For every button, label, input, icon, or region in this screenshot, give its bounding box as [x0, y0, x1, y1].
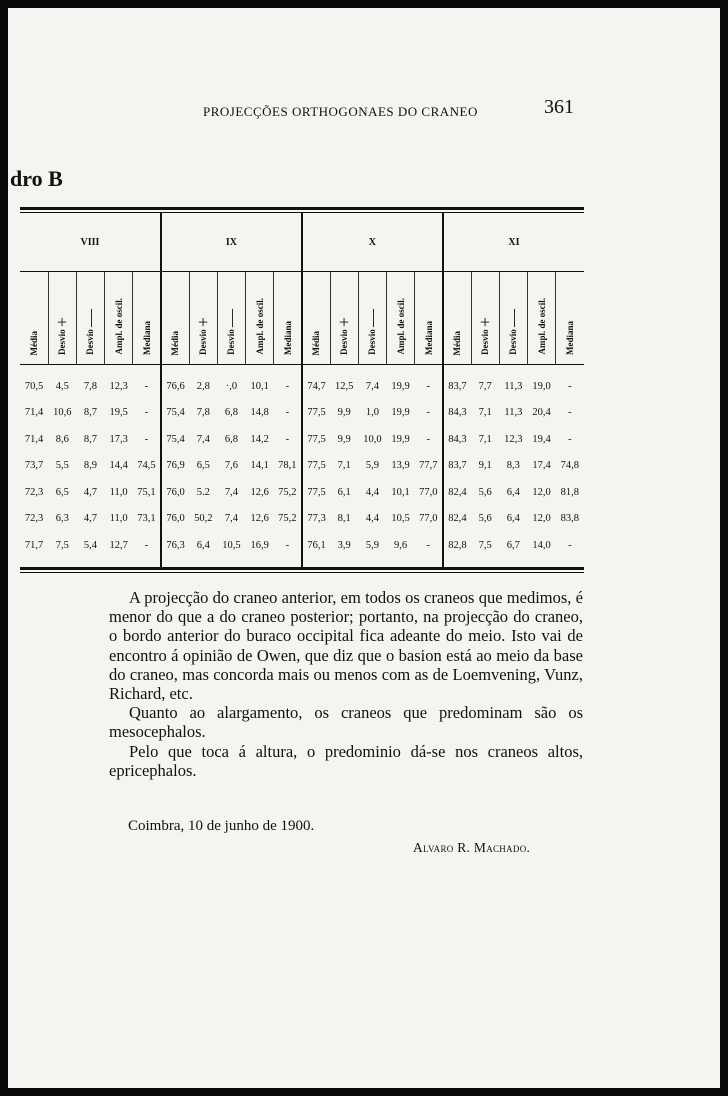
table-cell: 6,4 [196, 539, 210, 551]
page [8, 8, 720, 1088]
table-cell: - [568, 380, 572, 392]
table-cell: 12,6 [250, 486, 269, 498]
column-header-label [503, 309, 524, 355]
table-cell: 83,7 [443, 365, 471, 400]
table-row [20, 426, 584, 453]
table-cell: 16,9 [250, 539, 269, 551]
table-cell: 84,3 [443, 426, 471, 453]
column-header [246, 272, 274, 365]
table-cell: - [144, 380, 149, 392]
table-cell: 7,1 [337, 460, 351, 472]
column-header [443, 272, 471, 365]
column-header-label [424, 321, 434, 355]
table-cell: 7,8 [196, 407, 210, 419]
table-cell: 76,0 [161, 479, 189, 506]
column-header-label [565, 321, 575, 355]
table-cell: - [568, 433, 572, 445]
column-header [76, 272, 104, 365]
table-bottom-rule-thin [20, 572, 584, 573]
plus-sign: + [333, 317, 354, 328]
column-header-text: Desvio [338, 329, 349, 355]
table-cell: 6,5 [55, 486, 69, 498]
table-cell: 19,0 [532, 380, 551, 392]
table-cell: 9,6 [394, 539, 408, 551]
column-header [133, 272, 161, 365]
table-cell: 71,7 [24, 539, 44, 551]
table-cell: 82,8 [443, 532, 471, 567]
column-header [20, 272, 48, 365]
table-cell: 7,4 [224, 513, 239, 525]
table-row [20, 400, 584, 427]
minus-sign: — [361, 309, 382, 328]
table-cell: 5,6 [478, 513, 492, 525]
table-cell: 7,6 [224, 460, 239, 472]
minus-sign: — [502, 309, 523, 328]
table-cell: 12,0 [532, 486, 551, 498]
column-header-label [80, 309, 101, 355]
table-cell: 77,7 [419, 460, 438, 472]
table-cell: 20,4 [532, 407, 551, 419]
table-cell: 4,4 [365, 513, 379, 525]
column-header-label [311, 331, 321, 356]
column-header-label [362, 309, 383, 355]
column-header-text: Média [452, 330, 463, 355]
table-cell: 6,8 [224, 407, 239, 419]
table-cell: - [144, 539, 149, 551]
group-header: XI [443, 213, 584, 272]
table-cell: 14,8 [250, 407, 269, 419]
table-cell: 70,5 [24, 380, 44, 392]
table-cell: 11,0 [109, 513, 128, 525]
column-header-label [52, 317, 73, 355]
table-cell: 76,1 [302, 532, 330, 567]
column-header-label [170, 331, 180, 356]
table-row [20, 453, 584, 480]
table-bottom-rule [20, 567, 584, 570]
table-cell: 4,7 [83, 513, 98, 525]
table-cell: 77,5 [302, 400, 330, 427]
column-header [527, 272, 555, 365]
column-header-text: Mediana [565, 320, 576, 355]
table-cell: 10,5 [222, 539, 241, 551]
table-cell: 12,3 [109, 380, 128, 392]
paragraph: Pelo que toca á altura, o predominio dá-se nos craneos altos, epricephalos. [109, 741, 583, 780]
table-cell: - [426, 539, 431, 551]
table-cell: 19,4 [532, 433, 551, 445]
column-header [217, 272, 245, 365]
column-header [189, 272, 217, 365]
table-cell: 8,9 [83, 460, 98, 472]
column-header-text: Desvio [84, 329, 95, 355]
table-cell: 11,3 [504, 407, 523, 419]
table-cell: 71,4 [24, 407, 44, 419]
table-cell: - [426, 380, 431, 392]
group-header: IX [161, 213, 302, 272]
table-cell: 12,7 [109, 539, 128, 551]
table-cell: 77,0 [419, 513, 438, 525]
column-header [415, 272, 443, 365]
column-header-text: Mediana [423, 320, 434, 355]
table-cell: 10,1 [391, 486, 410, 498]
table-cell: 6,8 [224, 433, 239, 445]
table-cell: 7,8 [83, 380, 98, 392]
table-cell: 78,1 [278, 460, 297, 472]
table-cell: 74,8 [560, 460, 579, 472]
table-cell: 19,9 [391, 380, 410, 392]
table-cell: 5,9 [365, 460, 379, 472]
column-header-text: Desvio [479, 329, 490, 355]
table-cell: 14,2 [250, 433, 269, 445]
table-cell: 12,3 [504, 433, 523, 445]
column-header [471, 272, 499, 365]
column-header [499, 272, 527, 365]
column-header [302, 272, 330, 365]
column-header-text: Ampl. de oscil. [395, 298, 406, 355]
column-header-text: Desvio [56, 329, 67, 355]
table-cell: 9,9 [337, 407, 351, 419]
plus-sign: + [51, 317, 72, 328]
table-row [20, 506, 584, 533]
table-cell: 72,3 [24, 513, 44, 525]
column-header-text: Desvio [225, 329, 236, 355]
table-cell: 7,5 [478, 539, 492, 551]
column-header-text: Desvio [366, 329, 377, 355]
plus-sign: + [474, 317, 495, 328]
table-cell: 6,5 [196, 460, 210, 472]
paragraph: A projecção do craneo anterior, em todos os craneos que medimos, é menor do que a do craneo posterior; portanto, na projecção do craneo, o bordo anterior do buraco occipital fica adeante do meio. Isto vai de encontro á opinião de Owen, que diz que o basion está ao meio da base do craneo, mas concorda mais ou menos com as de Loemvening, Vunz, Richard, etc. [109, 588, 583, 704]
table-cell: 7,1 [478, 433, 492, 445]
table-cell: 8,3 [506, 460, 520, 472]
column-header-label [283, 321, 293, 355]
table-cell: 9,9 [337, 433, 351, 445]
column-header-text: Ampl. de oscil. [536, 298, 547, 355]
table-cell: 5,4 [83, 539, 98, 551]
paragraph: Quanto ao alargamento, os craneos que predominam são os mesocephalos. [109, 703, 583, 742]
table-cell: 74,5 [137, 460, 156, 472]
table-cell: 73,7 [24, 460, 44, 472]
table-cell: 1,0 [365, 407, 379, 419]
table-cell: 8,6 [55, 433, 69, 445]
table-cell: 77,5 [302, 453, 330, 480]
column-header-text: Média [311, 330, 322, 355]
table-cell: 6,4 [506, 486, 520, 498]
table-cell: 77,5 [302, 426, 330, 453]
table-title: dro B [10, 166, 63, 191]
data-table-container [20, 207, 584, 573]
table-cell: 5.2 [196, 486, 210, 498]
table-cell: 75,2 [278, 513, 297, 525]
dateline: Coimbra, 10 de junho de 1900. [128, 818, 315, 834]
column-header-text: Mediana [282, 320, 293, 355]
table-cell: 76,9 [161, 453, 189, 480]
table-cell: 10,1 [250, 380, 269, 392]
group-header: VIII [20, 213, 161, 272]
table-cell: 19,9 [391, 433, 410, 445]
column-header-label [255, 298, 265, 355]
running-title: PROJECÇÕES ORTHOGONAES DO CRANEO [203, 104, 478, 119]
table-cell: 75,1 [137, 486, 156, 498]
table-cell: 4,5 [55, 380, 69, 392]
column-header-label [114, 298, 124, 355]
table-cell: - [144, 407, 149, 419]
column-header-text: Ampl. de oscil. [113, 298, 124, 355]
table-cell: - [568, 407, 572, 419]
table-cell: - [285, 539, 290, 551]
table-cell: 5,5 [55, 460, 69, 472]
column-header [358, 272, 386, 365]
table-cell: 83,8 [560, 513, 579, 525]
table-cell: 6,4 [506, 513, 520, 525]
table-row [20, 365, 584, 400]
table-cell: 77,5 [302, 479, 330, 506]
table-cell: 14,4 [109, 460, 128, 472]
table-top-rule [20, 207, 584, 210]
data-table [20, 213, 584, 567]
table-cell: - [285, 380, 290, 392]
column-header-label [396, 298, 406, 355]
column-header-label [142, 321, 152, 355]
table-cell: 14,0 [532, 539, 551, 551]
table-cell: 84,3 [443, 400, 471, 427]
table-cell: - [144, 433, 149, 445]
column-header [48, 272, 76, 365]
table-cell: 7,4 [224, 486, 239, 498]
column-header-label [193, 317, 214, 355]
table-cell: 81,8 [560, 486, 579, 498]
table-cell: 75,4 [161, 426, 189, 453]
table-cell: 10,6 [53, 407, 72, 419]
column-header-label [452, 331, 462, 356]
table-cell: 7,4 [196, 433, 210, 445]
table-cell: 72,3 [24, 486, 44, 498]
table-cell: 82,4 [443, 506, 471, 533]
group-header: X [302, 213, 443, 272]
column-header-label [537, 298, 547, 355]
table-cell: 77,3 [302, 506, 330, 533]
table-cell: 14,1 [250, 460, 269, 472]
table-cell: 7,5 [55, 539, 69, 551]
table-cell: 76,0 [161, 506, 189, 533]
table-cell: 3,9 [337, 539, 351, 551]
table-cell: 10,5 [391, 513, 410, 525]
column-header [556, 272, 584, 365]
table-row [20, 479, 584, 506]
table-cell: 10,0 [363, 433, 382, 445]
table-cell: - [426, 433, 431, 445]
table-cell: 7,1 [478, 407, 492, 419]
table-cell: 74,7 [302, 365, 330, 400]
table-cell: - [426, 407, 431, 419]
table-cell: 83,7 [443, 453, 471, 480]
table-cell: 8,1 [337, 513, 351, 525]
table-cell: ·,0 [225, 380, 238, 392]
column-header-label [221, 309, 242, 355]
table-cell: 12,6 [250, 513, 269, 525]
table-cell: 5,9 [365, 539, 379, 551]
table-cell: 19,9 [391, 407, 410, 419]
column-header-label [334, 317, 355, 355]
table-cell: 7,4 [365, 380, 379, 392]
table-cell: 73,1 [137, 513, 156, 525]
table-cell: 82,4 [443, 479, 471, 506]
page-number: 361 [544, 96, 574, 118]
table-cell: 50,2 [194, 513, 213, 525]
author-signature: Alvaro R. Machado. [413, 840, 531, 855]
column-header-text: Média [170, 330, 181, 355]
table-cell: 5,6 [478, 486, 492, 498]
column-header-text: Desvio [507, 329, 518, 355]
table-cell: 9,1 [478, 460, 492, 472]
column-header-label [29, 331, 39, 356]
table-cell: 6,1 [337, 486, 351, 498]
column-header-text: Ampl. de oscil. [254, 298, 265, 355]
plus-sign: + [192, 317, 213, 328]
table-cell: - [285, 433, 290, 445]
table-cell: 8,7 [83, 407, 98, 419]
table-cell: 11,0 [109, 486, 128, 498]
table-cell: 76,6 [161, 365, 189, 400]
column-header [274, 272, 302, 365]
table-cell: 12,0 [532, 513, 551, 525]
minus-sign: — [220, 309, 241, 328]
table-cell: 6,7 [506, 539, 520, 551]
column-header [161, 272, 189, 365]
table-cell: 17,4 [532, 460, 551, 472]
table-cell: 4,7 [83, 486, 98, 498]
table-cell: 71,4 [24, 433, 44, 445]
table-cell: 13,9 [391, 460, 410, 472]
table-cell: 4,4 [365, 486, 379, 498]
column-header [105, 272, 133, 365]
column-header-text: Média [28, 330, 39, 355]
table-cell: 11,3 [504, 380, 523, 392]
body-text [109, 588, 583, 780]
minus-sign: — [79, 309, 100, 328]
table-cell: 7,7 [478, 380, 492, 392]
table-cell: 75,4 [161, 400, 189, 427]
table-cell: 75,2 [278, 486, 297, 498]
table-cell: - [285, 407, 290, 419]
table-cell: - [568, 539, 572, 551]
table-cell: 77,0 [419, 486, 438, 498]
column-header [387, 272, 415, 365]
column-header-text: Mediana [141, 320, 152, 355]
table-cell: 12,5 [335, 380, 354, 392]
table-cell: 6,3 [55, 513, 69, 525]
table-row [20, 532, 584, 567]
column-header [330, 272, 358, 365]
table-cell: 19,5 [109, 407, 128, 419]
column-header-text: Desvio [197, 329, 208, 355]
table-cell: 76,3 [161, 532, 189, 567]
table-cell: 8,7 [83, 433, 98, 445]
table-cell: 17,3 [109, 433, 128, 445]
column-header-label [475, 317, 496, 355]
table-cell: 2,8 [196, 380, 210, 392]
